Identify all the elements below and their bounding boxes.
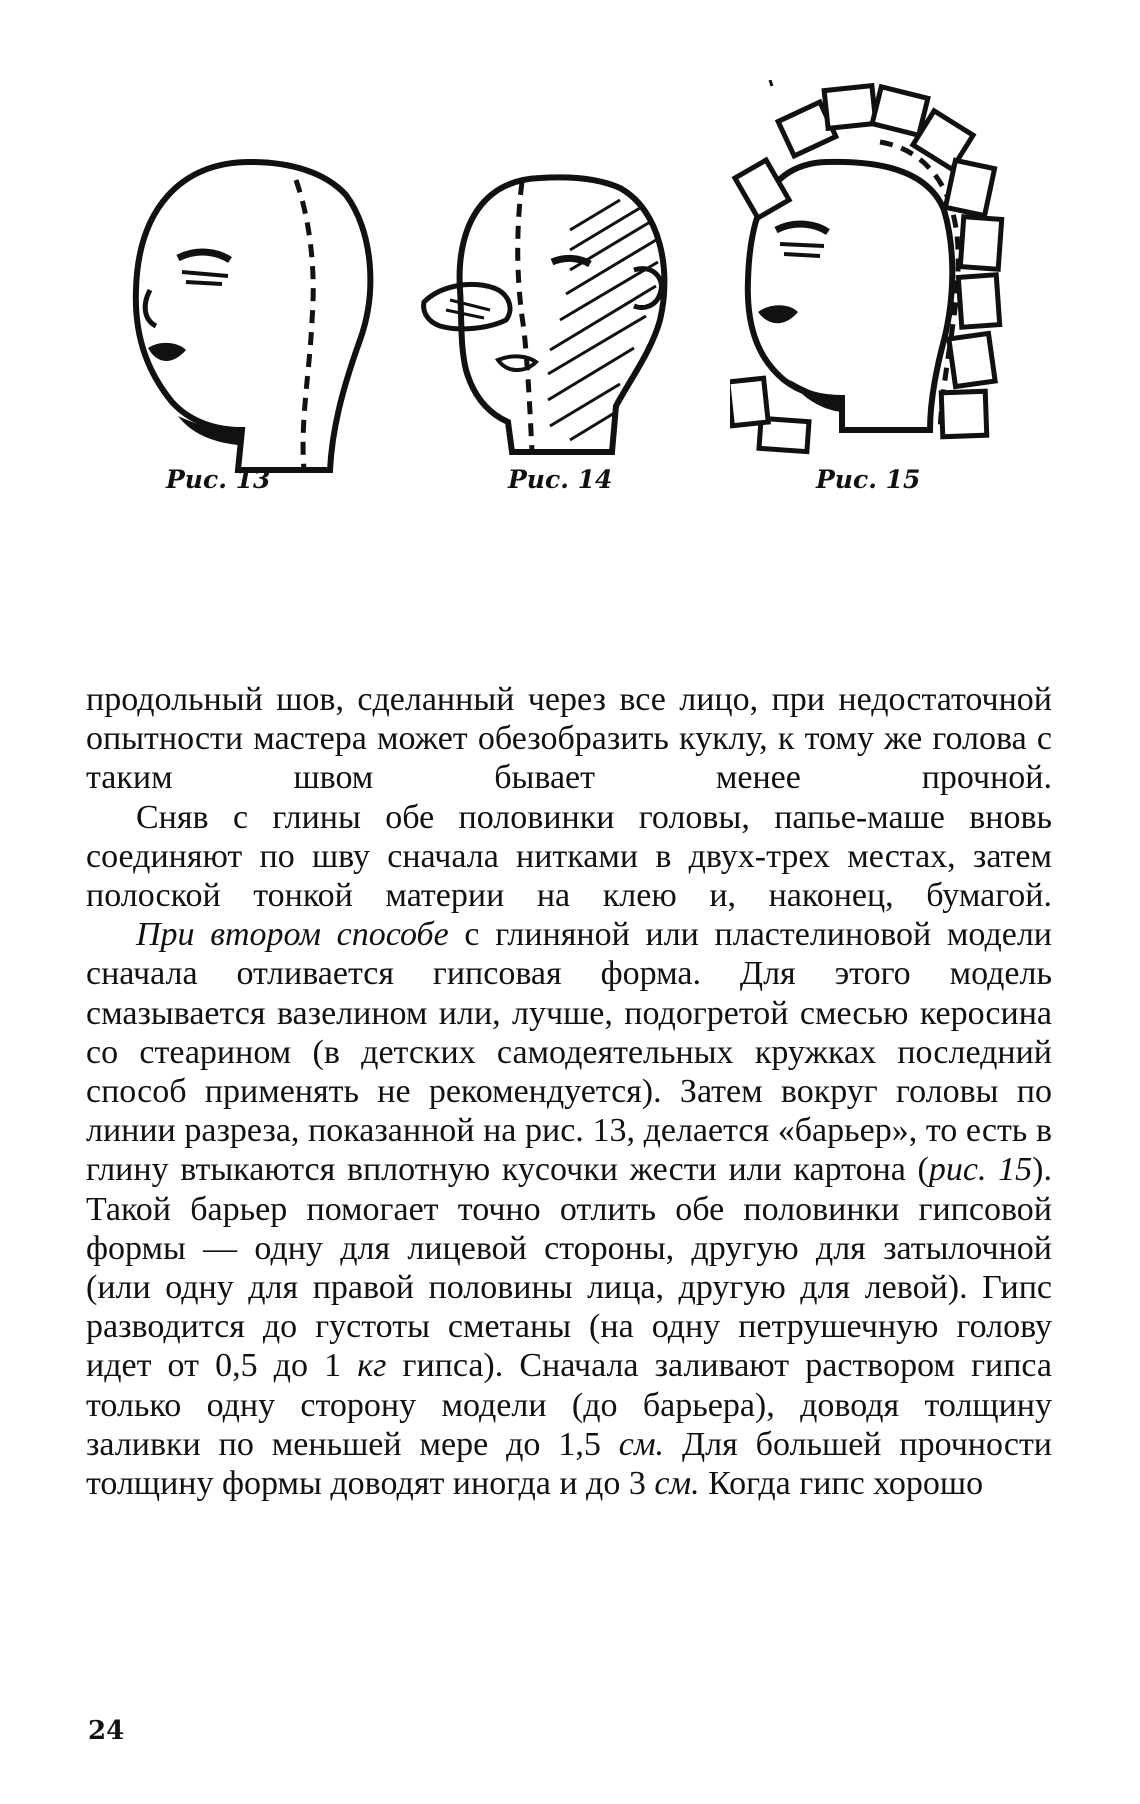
figure-15 xyxy=(730,80,1020,494)
figures-row xyxy=(0,0,1140,600)
head-illustration-15 xyxy=(730,80,1020,480)
paragraph-3-lead: При втором способе xyxy=(136,916,449,954)
paragraph-2-text: Сняв с глины обе половинки головы, папье-маше вновь соединяют по шву сначала нитками в двух-трех местах, затем полоской тонкой материи на клею и, наконец, бумагой. xyxy=(86,798,1052,915)
paragraph-3-text-2: ). Такой барьер помогает точно отлить обе половинки гипсовой формы — одну для лицевой стороны, другую для затылочной (или одну для правой половины лица, другую для левой). Гипс разводится до густоты сметаны (на одну петрушечную голову идет от 0,5 до 1 xyxy=(86,1151,1052,1385)
figure-14-caption: Рис. 14 xyxy=(508,465,613,494)
figure-14 xyxy=(420,170,690,494)
paragraph-3-text-5: Когда гипс хорошо xyxy=(699,1465,984,1503)
unit-cm-2: см. xyxy=(654,1465,700,1503)
paragraph-1-text: продольный шов, сделанный через все лицо, при недостаточной опытности мастера может обезобразить куклу, к тому же голова с таким швом бывает менее прочной. xyxy=(86,681,1052,797)
figure-reference: рис. 15 xyxy=(928,1151,1033,1189)
head-illustration-13 xyxy=(120,140,390,480)
page-number: 24 xyxy=(88,1716,125,1746)
paragraph-3-text-1: с глиняной или пластелиновой модели сначала отливается гипсовая форма. Для этого модель смазывается вазелином или, лучше, подогретой смесью керосина со стеарином (в детских самодеятельных кружках последний способ применять не рекомендуется). Затем вокруг головы по линии разреза, показанной на рис. 13, делается «барьер», то есть в глину втыкаются вплотную кусочки жести или картона ( xyxy=(86,916,1052,1189)
body-text xyxy=(86,680,1052,1503)
paragraph-3-text-4: Для большей прочности толщину формы доводят иногда и до 3 xyxy=(86,1425,1052,1503)
unit-cm-1: см. xyxy=(618,1425,665,1463)
unit-kg: кг xyxy=(357,1347,387,1385)
figure-13 xyxy=(120,140,390,494)
figure-13-caption: Рис. 13 xyxy=(166,465,271,494)
paragraph-1 xyxy=(86,680,1052,798)
paragraph-3 xyxy=(86,915,1052,1503)
paragraph-3-text-3: гипса). Сначала заливают раствором гипса только одну сторону модели (до барьера), доводя толщину заливки по меньшей мере до 1,5 xyxy=(86,1347,1053,1463)
figure-15-caption: Рис. 15 xyxy=(816,465,921,494)
head-illustration-14 xyxy=(420,170,690,480)
paragraph-2 xyxy=(86,798,1052,916)
